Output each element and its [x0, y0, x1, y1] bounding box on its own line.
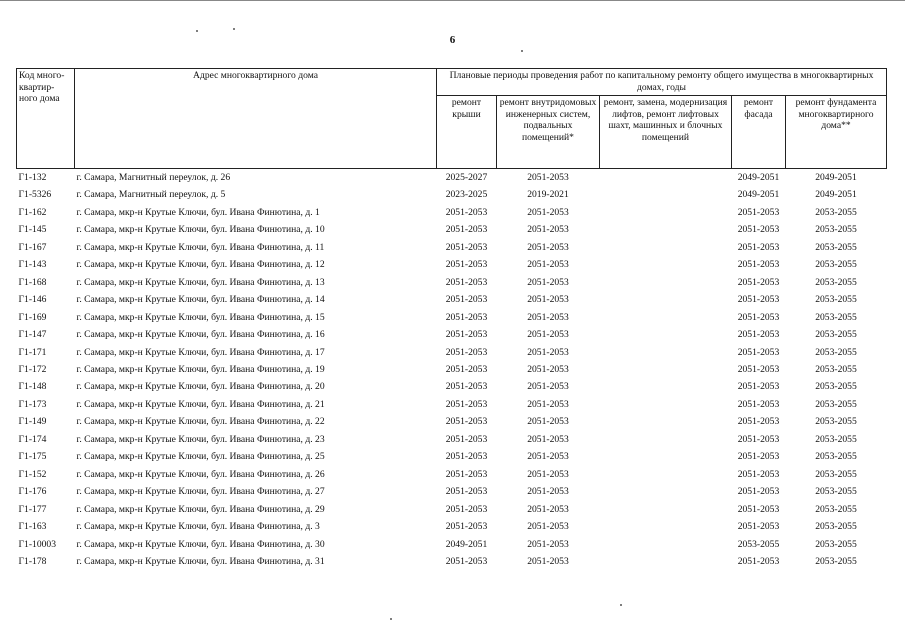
table-row — [17, 396, 887, 413]
cell-address: г. Самара, мкр-н Крутые Ключи, бул. Ивана Финютина, д. 22 — [76, 416, 325, 428]
cell-address: г. Самара, Магнитный переулок, д. 5 — [76, 189, 226, 201]
table-row — [17, 291, 887, 308]
table-row — [17, 448, 887, 465]
cell-roof: 2051-2053 — [445, 206, 488, 218]
cell-lifts — [600, 186, 732, 203]
cell-lifts — [600, 501, 732, 518]
cell-facade: 2053-2055 — [737, 538, 780, 550]
header-periods: Плановые периоды проведения работ по капитальному ремонту общего имущества в многоквартирных домах, годы — [437, 69, 887, 96]
table-row — [17, 204, 887, 221]
cell-lifts — [600, 291, 732, 308]
cell-address: г. Самара, мкр-н Крутые Ключи, бул. Ивана Финютина, д. 16 — [76, 329, 325, 341]
table-row — [17, 186, 887, 203]
cell-foundation: 2053-2055 — [815, 433, 857, 445]
cell-foundation: 2053-2055 — [815, 555, 857, 567]
cell-systems: 2051-2053 — [527, 241, 569, 253]
cell-address: г. Самара, мкр-н Крутые Ключи, бул. Ивана Финютина, д. 26 — [76, 468, 325, 480]
cell-foundation: 2053-2055 — [815, 451, 857, 463]
cell-lifts — [600, 466, 732, 483]
cell-facade: 2051-2053 — [737, 381, 780, 393]
cell-systems: 2019-2021 — [527, 189, 569, 201]
cell-facade: 2051-2053 — [737, 311, 780, 323]
cell-facade: 2051-2053 — [737, 329, 780, 341]
cell-foundation: 2053-2055 — [815, 259, 857, 271]
cell-code: Г1-178 — [18, 555, 47, 567]
table-row — [17, 466, 887, 483]
table-row — [17, 431, 887, 448]
cell-foundation: 2053-2055 — [815, 521, 857, 533]
table-body — [17, 169, 887, 571]
cell-lifts — [600, 256, 732, 273]
cell-lifts — [600, 536, 732, 553]
cell-foundation: 2053-2055 — [815, 206, 857, 218]
cell-address: г. Самара, мкр-н Крутые Ключи, бул. Ивана Финютина, д. 14 — [76, 294, 325, 306]
cell-systems: 2051-2053 — [527, 206, 569, 218]
table-row — [17, 536, 887, 553]
cell-facade: 2051-2053 — [737, 259, 780, 271]
cell-facade: 2051-2053 — [737, 276, 780, 288]
cell-facade: 2051-2053 — [737, 486, 780, 498]
cell-facade: 2051-2053 — [737, 294, 780, 306]
cell-code: Г1-173 — [18, 398, 47, 410]
table-row — [17, 553, 887, 570]
cell-code: Г1-10003 — [18, 538, 57, 550]
cell-code: Г1-146 — [18, 294, 47, 306]
cell-code: Г1-145 — [18, 224, 47, 236]
cell-systems: 2051-2053 — [527, 416, 569, 428]
cell-systems: 2051-2053 — [527, 294, 569, 306]
scan-speck — [233, 28, 235, 30]
cell-lifts — [600, 378, 732, 395]
cell-roof: 2051-2053 — [445, 503, 488, 515]
cell-facade: 2051-2053 — [737, 346, 780, 358]
cell-lifts — [600, 221, 732, 238]
cell-foundation: 2053-2055 — [815, 346, 857, 358]
cell-address: г. Самара, мкр-н Крутые Ключи, бул. Ивана Финютина, д. 31 — [76, 555, 325, 567]
cell-code: Г1-149 — [18, 416, 47, 428]
scan-speck — [521, 50, 523, 52]
cell-roof: 2051-2053 — [445, 398, 488, 410]
cell-foundation: 2053-2055 — [815, 241, 857, 253]
table-row — [17, 169, 887, 187]
cell-lifts — [600, 326, 732, 343]
scan-speck — [390, 618, 392, 620]
cell-systems: 2051-2053 — [527, 224, 569, 236]
cell-facade: 2051-2053 — [737, 433, 780, 445]
table-row — [17, 221, 887, 238]
cell-systems: 2051-2053 — [527, 363, 569, 375]
cell-facade: 2049-2051 — [737, 172, 780, 183]
repair-schedule-table — [16, 68, 887, 570]
cell-code: Г1-148 — [18, 381, 47, 393]
cell-roof: 2051-2053 — [445, 486, 488, 498]
cell-address: г. Самара, мкр-н Крутые Ключи, бул. Ивана Финютина, д. 10 — [76, 224, 325, 236]
cell-code: Г1-177 — [18, 503, 47, 515]
cell-lifts — [600, 204, 732, 221]
table-row — [17, 483, 887, 500]
cell-roof: 2051-2053 — [445, 294, 488, 306]
cell-address: г. Самара, мкр-н Крутые Ключи, бул. Ивана Финютина, д. 25 — [76, 451, 325, 463]
cell-roof: 2051-2053 — [445, 433, 488, 445]
cell-code: Г1-168 — [18, 276, 47, 288]
cell-code: Г1-5326 — [18, 189, 52, 201]
cell-address: г. Самара, Магнитный переулок, д. 26 — [76, 172, 231, 183]
cell-systems: 2051-2053 — [527, 538, 569, 550]
cell-roof: 2051-2053 — [445, 416, 488, 428]
cell-code: Г1-175 — [18, 451, 47, 463]
cell-systems: 2051-2053 — [527, 259, 569, 271]
cell-address: г. Самара, мкр-н Крутые Ключи, бул. Ивана Финютина, д. 13 — [76, 276, 325, 288]
cell-facade: 2051-2053 — [737, 363, 780, 375]
cell-foundation: 2053-2055 — [815, 538, 857, 550]
cell-systems: 2051-2053 — [527, 503, 569, 515]
cell-lifts — [600, 169, 732, 187]
cell-foundation: 2053-2055 — [815, 276, 857, 288]
cell-code: Г1-152 — [18, 468, 47, 480]
cell-lifts — [600, 396, 732, 413]
cell-lifts — [600, 483, 732, 500]
cell-code: Г1-171 — [18, 346, 47, 358]
cell-foundation: 2053-2055 — [815, 416, 857, 428]
cell-systems: 2051-2053 — [527, 486, 569, 498]
table-row — [17, 378, 887, 395]
header-code: Код много-квартир-ного дома — [17, 69, 75, 169]
cell-address: г. Самара, мкр-н Крутые Ключи, бул. Ивана Финютина, д. 17 — [76, 346, 325, 358]
cell-code: Г1-162 — [18, 206, 47, 218]
cell-roof: 2051-2053 — [445, 468, 488, 480]
cell-systems: 2051-2053 — [527, 172, 569, 183]
cell-facade: 2051-2053 — [737, 241, 780, 253]
table-row — [17, 413, 887, 430]
cell-address: г. Самара, мкр-н Крутые Ключи, бул. Ивана Финютина, д. 23 — [76, 433, 325, 445]
cell-address: г. Самара, мкр-н Крутые Ключи, бул. Ивана Финютина, д. 29 — [76, 503, 325, 515]
cell-facade: 2049-2051 — [737, 189, 780, 201]
cell-foundation: 2053-2055 — [815, 363, 857, 375]
header-roof: ремонт крыши — [437, 96, 497, 169]
cell-address: г. Самара, мкр-н Крутые Ключи, бул. Ивана Финютина, д. 27 — [76, 486, 325, 498]
cell-roof: 2023-2025 — [445, 189, 488, 201]
cell-lifts — [600, 413, 732, 430]
cell-lifts — [600, 274, 732, 291]
cell-address: г. Самара, мкр-н Крутые Ключи, бул. Ивана Финютина, д. 1 — [76, 206, 320, 218]
table-row — [17, 274, 887, 291]
header-facade: ремонт фасада — [732, 96, 786, 169]
cell-lifts — [600, 553, 732, 570]
cell-foundation: 2053-2055 — [815, 294, 857, 306]
cell-roof: 2051-2053 — [445, 311, 488, 323]
cell-foundation: 2053-2055 — [815, 398, 857, 410]
cell-lifts — [600, 309, 732, 326]
cell-facade: 2051-2053 — [737, 398, 780, 410]
cell-roof: 2051-2053 — [445, 555, 488, 567]
cell-address: г. Самара, мкр-н Крутые Ключи, бул. Ивана Финютина, д. 11 — [76, 241, 325, 253]
cell-foundation: 2053-2055 — [815, 311, 857, 323]
cell-foundation: 2053-2055 — [815, 381, 857, 393]
cell-roof: 2049-2051 — [445, 538, 488, 550]
cell-roof: 2051-2053 — [445, 451, 488, 463]
cell-systems: 2051-2053 — [527, 381, 569, 393]
cell-code: Г1-163 — [18, 521, 47, 533]
cell-lifts — [600, 518, 732, 535]
cell-systems: 2051-2053 — [527, 329, 569, 341]
cell-address: г. Самара, мкр-н Крутые Ключи, бул. Ивана Финютина, д. 19 — [76, 363, 325, 375]
cell-facade: 2051-2053 — [737, 468, 780, 480]
table-row — [17, 518, 887, 535]
cell-systems: 2051-2053 — [527, 276, 569, 288]
cell-code: Г1-169 — [18, 311, 47, 323]
cell-facade: 2051-2053 — [737, 521, 780, 533]
cell-systems: 2051-2053 — [527, 311, 569, 323]
table-row — [17, 326, 887, 343]
cell-facade: 2051-2053 — [737, 416, 780, 428]
cell-address: г. Самара, мкр-н Крутые Ключи, бул. Ивана Финютина, д. 20 — [76, 381, 325, 393]
table-row — [17, 361, 887, 378]
header-foundation: ремонт фундамента многоквартирного дома** — [786, 96, 887, 169]
cell-foundation: 2053-2055 — [815, 468, 857, 480]
cell-roof: 2051-2053 — [445, 521, 488, 533]
cell-roof: 2051-2053 — [445, 363, 488, 375]
cell-code: Г1-132 — [18, 172, 47, 183]
cell-roof: 2051-2053 — [445, 259, 488, 271]
cell-roof: 2051-2053 — [445, 276, 488, 288]
cell-foundation: 2049-2051 — [815, 189, 857, 201]
scan-speck — [620, 604, 622, 606]
table-row — [17, 501, 887, 518]
cell-address: г. Самара, мкр-н Крутые Ключи, бул. Ивана Финютина, д. 30 — [76, 538, 325, 550]
scan-speck — [196, 30, 198, 32]
cell-code: Г1-172 — [18, 363, 47, 375]
table-row — [17, 256, 887, 273]
cell-facade: 2051-2053 — [737, 451, 780, 463]
cell-systems: 2051-2053 — [527, 468, 569, 480]
cell-systems: 2051-2053 — [527, 451, 569, 463]
cell-address: г. Самара, мкр-н Крутые Ключи, бул. Ивана Финютина, д. 15 — [76, 311, 325, 323]
cell-lifts — [600, 448, 732, 465]
cell-address: г. Самара, мкр-н Крутые Ключи, бул. Ивана Финютина, д. 12 — [76, 259, 325, 271]
cell-code: Г1-176 — [18, 486, 47, 498]
header-address: Адрес многоквартирного дома — [75, 69, 437, 169]
cell-address: г. Самара, мкр-н Крутые Ключи, бул. Ивана Финютина, д. 3 — [76, 521, 320, 533]
cell-facade: 2051-2053 — [737, 503, 780, 515]
cell-roof: 2051-2053 — [445, 224, 488, 236]
cell-lifts — [600, 344, 732, 361]
cell-lifts — [600, 361, 732, 378]
table-row — [17, 344, 887, 361]
cell-foundation: 2049-2051 — [815, 172, 857, 183]
cell-foundation: 2053-2055 — [815, 486, 857, 498]
cell-foundation: 2053-2055 — [815, 503, 857, 515]
cell-facade: 2051-2053 — [737, 206, 780, 218]
cell-code: Г1-143 — [18, 259, 47, 271]
page-number: 6 — [449, 34, 456, 46]
table-row — [17, 239, 887, 256]
cell-roof: 2051-2053 — [445, 346, 488, 358]
page-top-rule — [0, 0, 905, 1]
cell-code: Г1-174 — [18, 433, 47, 445]
cell-code: Г1-147 — [18, 329, 47, 341]
cell-systems: 2051-2053 — [527, 555, 569, 567]
cell-roof: 2051-2053 — [445, 381, 488, 393]
header-systems: ремонт внутридомовых инженерных систем, подвальных помещений* — [497, 96, 600, 169]
table-row — [17, 309, 887, 326]
cell-code: Г1-167 — [18, 241, 47, 253]
cell-systems: 2051-2053 — [527, 398, 569, 410]
cell-systems: 2051-2053 — [527, 346, 569, 358]
cell-roof: 2025-2027 — [445, 172, 488, 183]
cell-lifts — [600, 431, 732, 448]
cell-facade: 2051-2053 — [737, 224, 780, 236]
cell-systems: 2051-2053 — [527, 521, 569, 533]
cell-address: г. Самара, мкр-н Крутые Ключи, бул. Ивана Финютина, д. 21 — [76, 398, 325, 410]
cell-roof: 2051-2053 — [445, 329, 488, 341]
header-lifts: ремонт, замена, модернизация лифтов, ремонт лифтовых шахт, машинных и блочных помещений — [600, 96, 732, 169]
cell-facade: 2051-2053 — [737, 555, 780, 567]
cell-foundation: 2053-2055 — [815, 224, 857, 236]
cell-systems: 2051-2053 — [527, 433, 569, 445]
cell-foundation: 2053-2055 — [815, 329, 857, 341]
cell-lifts — [600, 239, 732, 256]
cell-roof: 2051-2053 — [445, 241, 488, 253]
